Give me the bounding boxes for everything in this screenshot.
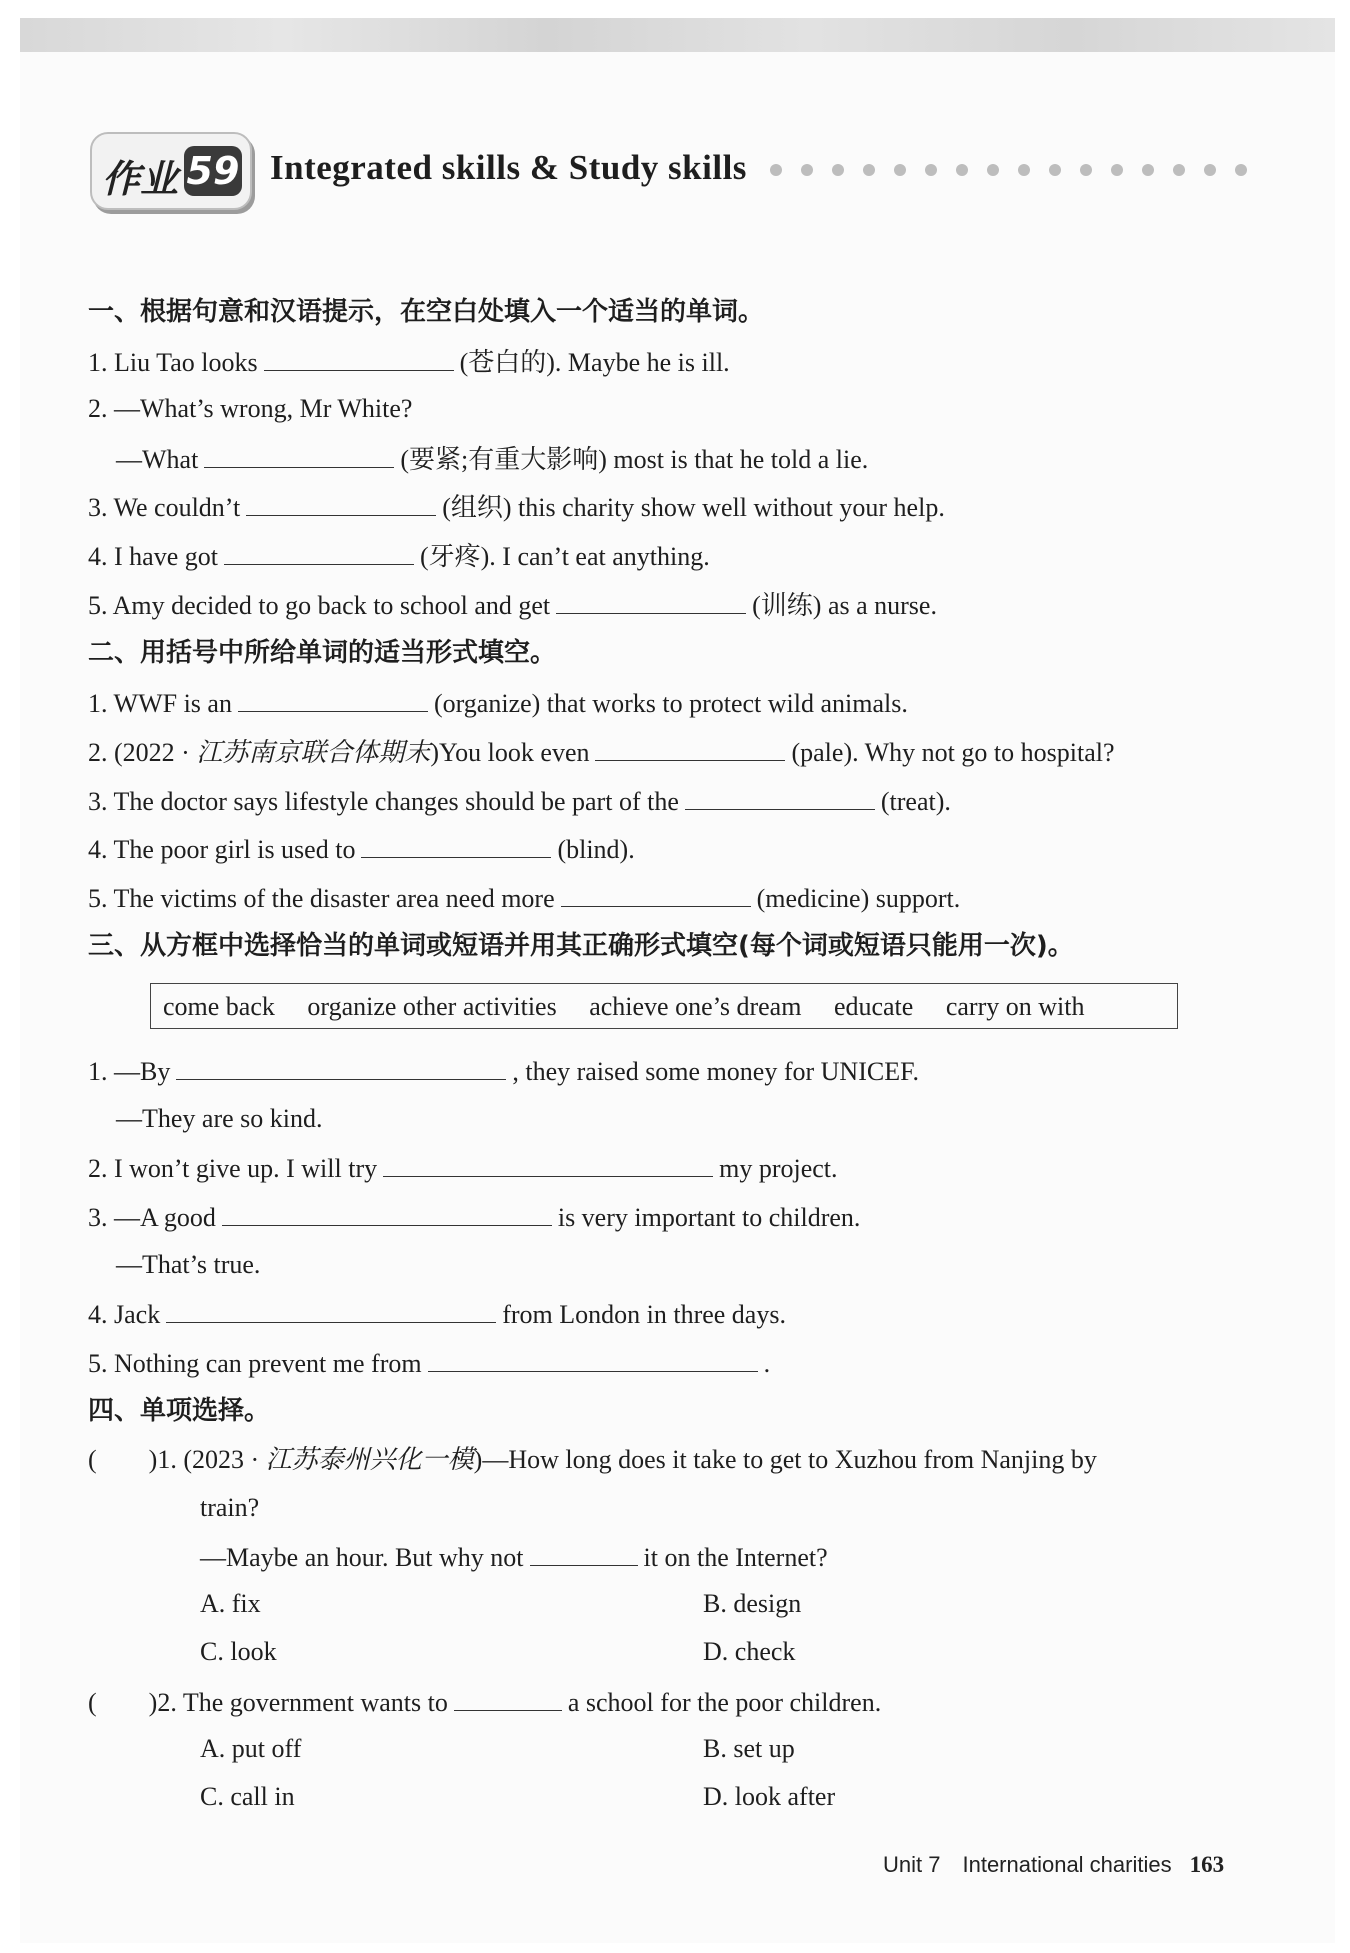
s2-item-3-text: 3. The doctor says lifestyle changes should be part of the (88, 787, 679, 816)
s2-item-1-hint: (organize) that works to protect wild animals. (433, 689, 908, 718)
answer-blank[interactable] (238, 685, 428, 712)
page-footer (883, 1852, 1224, 1878)
page-title: Integrated skills & Study skills (270, 148, 747, 187)
s4-q1-reply-rest: it on the Internet? (643, 1543, 828, 1572)
section1-heading: 一、根据句意和汉语提示，在空白处填入一个适当的单词。 (88, 297, 765, 327)
section3-heading: 三、从方框中选择恰当的单词或短语并用其正确形式填空(每个词或短语只能用一次)。 (88, 931, 1074, 961)
s2-item-2 (88, 734, 1115, 770)
s3-item-1 (88, 1053, 919, 1089)
word-option: organize other activities (307, 992, 557, 1021)
footer-unit: Unit 7 (883, 1852, 941, 1877)
s4-q1-number: 1. (2023 · (157, 1445, 260, 1474)
s3-item-5-rest: . (763, 1349, 771, 1378)
s3-item-2-text: 2. I won’t give up. I will try (88, 1154, 378, 1183)
s1-item-5 (88, 587, 937, 623)
answer-blank[interactable] (428, 1345, 758, 1372)
badge-number: 59 (184, 146, 242, 196)
s2-item-4-hint: (blind). (557, 835, 635, 864)
answer-blank[interactable] (561, 880, 751, 907)
s3-item-4-text: 4. Jack (88, 1300, 161, 1329)
s3-item-1-reply (116, 1102, 323, 1136)
s1-item-5-text: 5. Amy decided to go back to school and get (88, 591, 551, 620)
s3-item-5 (88, 1345, 770, 1381)
answer-blank[interactable] (556, 587, 746, 614)
s1-item-1-hint: (苍白的). Maybe he is ill. (459, 348, 730, 377)
s3-item-5-text: 5. Nothing can prevent me from (88, 1349, 422, 1378)
s2-item-2-text: )You look even (430, 738, 590, 767)
s2-item-4-text: 4. The poor girl is used to (88, 835, 356, 864)
s4-q1-text: )—How long does it take to get to Xuzhou from Nanjing by (473, 1445, 1097, 1474)
answer-blank[interactable] (224, 538, 414, 565)
s4-q1-text-2: train? (200, 1493, 260, 1522)
s3-item-3 (88, 1199, 860, 1235)
s1-item-3-hint: (组织) this charity show well without your help. (442, 493, 945, 522)
s4-q1-source: 江苏泰州兴化一模 (259, 1445, 474, 1474)
s4-q1-reply (200, 1539, 828, 1575)
assignment-badge (90, 132, 252, 210)
section4-heading: 四、单项选择。 (88, 1396, 271, 1426)
answer-blank[interactable] (204, 441, 394, 468)
answer-blank[interactable] (383, 1150, 713, 1177)
s1-item-4 (88, 538, 710, 574)
word-option: come back (163, 992, 275, 1021)
s1-item-3 (88, 489, 945, 525)
answer-paren[interactable]: ( ) (88, 1445, 158, 1474)
s2-item-5 (88, 880, 960, 916)
s1-item-2-reply (116, 441, 868, 477)
s3-item-2-rest: my project. (719, 1154, 838, 1183)
s4-q1-continued (200, 1491, 259, 1525)
s1-item-2-text: 2. —What’s wrong, Mr White? (88, 394, 413, 423)
answer-blank[interactable] (176, 1053, 506, 1080)
word-option: achieve one’s dream (589, 992, 802, 1021)
s4-q2-text: 2. The government wants to (157, 1688, 448, 1717)
s2-item-3 (88, 783, 951, 819)
answer-paren[interactable]: ( ) (88, 1688, 158, 1717)
footer-topic: International charities (962, 1852, 1172, 1877)
s4-q1-reply-text: —Maybe an hour. But why not (200, 1543, 524, 1572)
s1-item-4-text: 4. I have got (88, 542, 218, 571)
option-a[interactable]: A. put off (200, 1734, 302, 1763)
badge-word: 作业 (102, 157, 179, 201)
s3-item-1-reply-text: —They are so kind. (116, 1104, 323, 1133)
word-option: carry on with (945, 992, 1085, 1021)
section2-heading: 二、用括号中所给单词的适当形式填空。 (88, 638, 557, 668)
s2-item-1 (88, 685, 908, 721)
s2-item-2-source: 江苏南京联合体期末 (189, 738, 431, 767)
option-d[interactable]: D. check (703, 1637, 796, 1666)
s2-item-4 (88, 831, 635, 867)
s1-item-5-hint: (训练) as a nurse. (752, 591, 937, 620)
option-d[interactable]: D. look after (703, 1782, 836, 1811)
s2-item-5-hint: (medicine) support. (756, 884, 961, 913)
word-option: educate (833, 992, 914, 1021)
answer-blank[interactable] (222, 1199, 552, 1226)
answer-blank[interactable] (166, 1296, 496, 1323)
option-b[interactable]: B. set up (703, 1734, 795, 1763)
answer-blank[interactable] (264, 344, 454, 371)
s2-item-3-hint: (treat). (880, 787, 951, 816)
s3-item-3-reply (116, 1248, 260, 1282)
answer-blank[interactable] (246, 489, 436, 516)
page-number: 163 (1189, 1852, 1225, 1877)
answer-blank[interactable] (685, 783, 875, 810)
option-c[interactable]: C. look (200, 1637, 277, 1666)
s3-item-1-text: 1. —By (88, 1057, 171, 1086)
s3-item-3-reply-text: —That’s true. (116, 1250, 261, 1279)
s2-item-2-hint: (pale). Why not go to hospital? (791, 738, 1115, 767)
answer-blank[interactable] (530, 1539, 638, 1566)
s1-item-2-reply-text: —What (116, 445, 199, 474)
word-box (150, 983, 1178, 1029)
s3-item-4 (88, 1296, 786, 1332)
s2-item-5-text: 5. The victims of the disaster area need more (88, 884, 555, 913)
s3-item-3-rest: is very important to children. (557, 1203, 861, 1232)
s2-item-2-number: 2. (2022 · (88, 738, 190, 767)
s3-item-4-rest: from London in three days. (502, 1300, 786, 1329)
option-b[interactable]: B. design (703, 1589, 802, 1618)
s4-question-1 (88, 1443, 1097, 1477)
s1-item-3-text: 3. We couldn’t (88, 493, 241, 522)
s1-item-4-hint: (牙疼). I can’t eat anything. (419, 542, 710, 571)
s3-item-1-rest: , they raised some money for UNICEF. (512, 1057, 919, 1086)
s1-item-2 (88, 392, 412, 426)
s4-q2-rest: a school for the poor children. (567, 1688, 882, 1717)
assignment-header (90, 128, 1330, 218)
s1-item-1 (88, 344, 730, 380)
scan-top-strip (20, 18, 1335, 52)
s4-question-2 (88, 1684, 881, 1720)
s3-item-3-text: 3. —A good (88, 1203, 216, 1232)
decorative-dots (770, 164, 1247, 176)
s1-item-1-text: 1. Liu Tao looks (88, 348, 258, 377)
answer-blank[interactable] (361, 831, 551, 858)
option-c[interactable]: C. call in (200, 1782, 295, 1811)
answer-blank[interactable] (595, 734, 785, 761)
s1-item-2-hint: (要紧;有重大影响) most is that he told a lie. (400, 445, 869, 474)
s2-item-1-text: 1. WWF is an (88, 689, 232, 718)
s3-item-2 (88, 1150, 838, 1186)
option-a[interactable]: A. fix (200, 1589, 261, 1618)
answer-blank[interactable] (454, 1684, 562, 1711)
